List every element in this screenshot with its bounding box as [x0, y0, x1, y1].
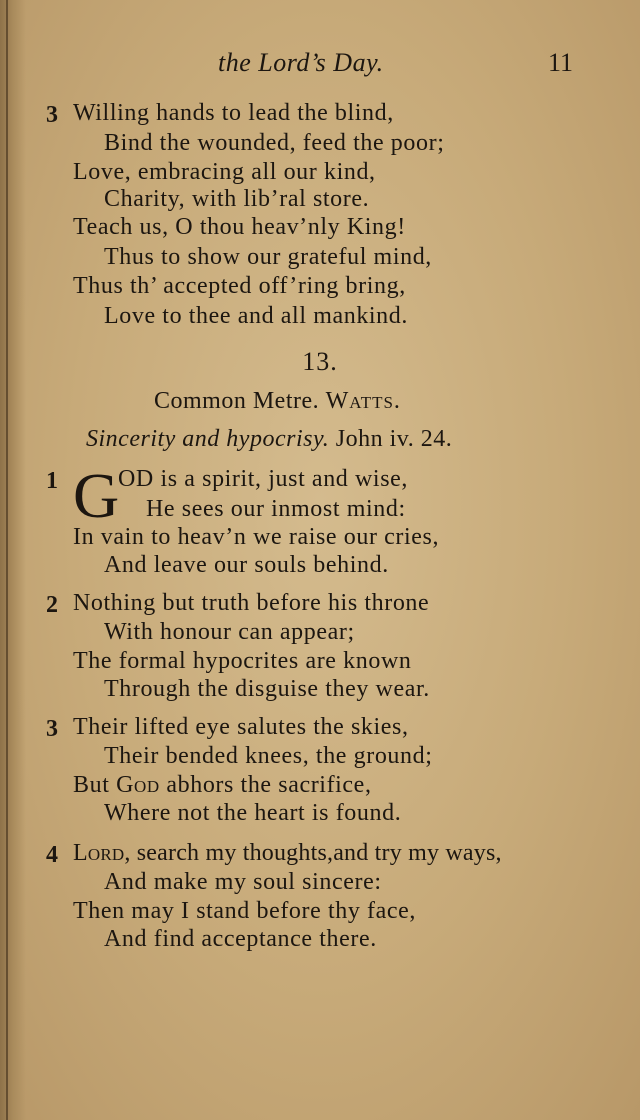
verse-line: Bind the wounded, feed the poor; [104, 130, 445, 156]
verse-number: 2 [46, 592, 58, 618]
page-number: 11 [548, 48, 574, 77]
hymn-subject-line [86, 426, 452, 453]
verse-line: Their lifted eye salutes the skies, [73, 714, 409, 740]
verse-number: 4 [46, 842, 58, 868]
verse-line: Willing hands to lead the blind, [73, 100, 394, 126]
verse-line: Their bended knees, the ground; [104, 743, 433, 769]
verse-line: In vain to heav’n we raise our cries, [73, 524, 440, 550]
verse-number: 3 [46, 102, 58, 128]
verse-line: Love to thee and all mankind. [104, 303, 408, 329]
verse-line: Where not the heart is found. [104, 800, 402, 826]
verse-text-lord: Lord [73, 840, 125, 866]
verse-line [73, 772, 372, 799]
verse-line: With honour can appear; [104, 619, 355, 645]
verse-text: But [73, 772, 117, 798]
verse-line: The formal hypocrites are known [73, 648, 412, 674]
verse-line: Love, embracing all our kind, [73, 159, 376, 185]
hymn-metre: Common Metre. [154, 388, 320, 414]
running-header: the Lord’s Day. [218, 48, 384, 77]
verse-line [73, 840, 502, 867]
verse-line: Thus to show our grateful mind, [104, 244, 432, 270]
verse-line: Thus th’ accepted off’ring bring, [73, 273, 406, 299]
verse-line: Through the disguise they wear. [104, 676, 430, 702]
verse-line: Nothing but truth before his throne [73, 590, 430, 616]
scripture-reference: John iv. 24. [335, 426, 453, 452]
verse-number: 1 [46, 468, 58, 494]
verse-line: Then may I stand before thy face, [73, 898, 416, 924]
hymn-subject: Sincerity and hypocrisy. [86, 426, 330, 452]
hymn-metre-line [154, 388, 401, 415]
verse-text: abhors the sacrifice, [159, 772, 372, 798]
hymn-number: 13. [302, 347, 338, 376]
drop-cap: G [73, 460, 120, 531]
verse-text-god: God [116, 772, 160, 798]
hymn-author: Watts. [325, 388, 401, 414]
verse-number: 3 [46, 716, 58, 742]
verse-line: Teach us, O thou heav’nly King! [73, 214, 406, 240]
verse-text: , search my thoughts,and try my ways, [124, 840, 502, 866]
verse-line: He sees our inmost mind: [146, 496, 406, 522]
verse-line: And make my soul sincere: [104, 869, 382, 895]
verse-line: Charity, with lib’ral store. [104, 186, 370, 212]
verse-line: And leave our souls behind. [104, 552, 389, 578]
verse-line: OD is a spirit, just and wise, [118, 466, 408, 492]
verse-line: And find acceptance there. [104, 926, 377, 952]
